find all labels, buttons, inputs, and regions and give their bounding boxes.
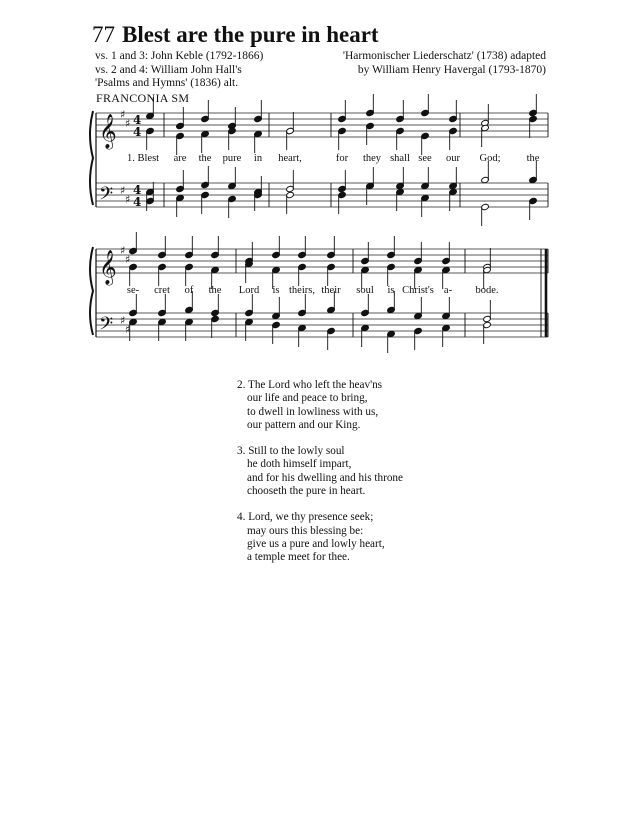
verse-line: and for his dwelling and his throne bbox=[247, 471, 403, 484]
lyric-syllable: 1. Blest bbox=[127, 153, 160, 164]
lyric-syllable: theirs, bbox=[289, 285, 315, 296]
hymn-title: Blest are the pure in heart bbox=[122, 22, 379, 47]
lyric-syllable: heart, bbox=[278, 153, 302, 164]
lyric-syllable: in bbox=[253, 153, 263, 164]
music-credit-line: 'Harmonischer Liederschatz' (1738) adapted bbox=[342, 50, 546, 62]
verse-line: our pattern and our King. bbox=[247, 418, 361, 431]
sharp-sign: ♯ bbox=[120, 314, 126, 327]
sharp-sign: ♯ bbox=[120, 184, 126, 197]
verse-line: chooseth the pure in heart. bbox=[247, 485, 366, 498]
tune-name: FRANCONIA SM bbox=[96, 91, 190, 105]
verses bbox=[237, 379, 403, 578]
brace bbox=[90, 111, 93, 205]
verse-line: our life and peace to bring, bbox=[247, 392, 368, 405]
music-score bbox=[0, 0, 640, 370]
verse-line: may ours this blessing be: bbox=[247, 524, 364, 537]
lyric-syllable: cret bbox=[154, 285, 170, 296]
sharp-sign: ♯ bbox=[125, 193, 131, 206]
treble-clef: 𝄞 bbox=[99, 250, 117, 285]
bass-clef: 𝄢 bbox=[99, 314, 114, 339]
sharp-sign: ♯ bbox=[120, 244, 126, 257]
lyric-syllable: soul bbox=[356, 285, 374, 296]
treble-clef: 𝄞 bbox=[99, 114, 117, 149]
lyric-syllable: the bbox=[526, 153, 540, 164]
verse-line: a temple meet for thee. bbox=[247, 551, 350, 564]
hymn-number: 77 bbox=[92, 22, 115, 47]
brace bbox=[90, 247, 93, 335]
score-notation bbox=[90, 94, 548, 353]
lyric-syllable: se- bbox=[126, 285, 140, 296]
time-signature: 4 bbox=[133, 183, 142, 197]
verse-4 bbox=[237, 511, 403, 564]
lyric-syllable: Lord bbox=[238, 285, 260, 296]
lyric-syllable: the bbox=[198, 153, 212, 164]
verse-line: to dwell in lowliness with us, bbox=[247, 405, 379, 418]
music-credit-line: by William Henry Havergal (1793-1870) bbox=[357, 63, 546, 76]
lyric-syllable: a- bbox=[443, 285, 453, 296]
time-signature: 4 bbox=[133, 195, 142, 209]
lyric-syllable: is bbox=[272, 285, 280, 296]
sharp-sign: ♯ bbox=[125, 117, 131, 130]
words-credit-line: vs. 2 and 4: William John Hall's bbox=[95, 63, 242, 76]
lyric-syllable: the bbox=[208, 285, 222, 296]
lyric-syllable: bode. bbox=[475, 285, 499, 296]
verse-line: 3. Still to the lowly soul bbox=[237, 445, 345, 458]
sharp-sign: ♯ bbox=[120, 108, 126, 121]
words-credit-line: 'Psalms and Hymns' (1836) alt. bbox=[95, 77, 239, 89]
lyric-syllable: Christ's bbox=[402, 285, 434, 296]
verse-2 bbox=[237, 379, 403, 432]
sharp-sign: ♯ bbox=[125, 323, 131, 336]
sharp-sign: ♯ bbox=[125, 253, 131, 266]
lyric-syllable: for bbox=[335, 153, 349, 164]
verse-line: he doth himself impart, bbox=[247, 458, 352, 471]
lyric-syllable: God; bbox=[479, 153, 501, 164]
lyric-syllable: of bbox=[184, 285, 194, 296]
verse-line: 4. Lord, we thy presence seek; bbox=[237, 511, 374, 524]
verse-line: 2. The Lord who left the heav'ns bbox=[237, 379, 383, 391]
bass-clef: 𝄢 bbox=[99, 184, 114, 209]
time-signature: 4 bbox=[133, 125, 142, 139]
lyric-syllable: their bbox=[321, 285, 341, 296]
lyric-syllable: shall bbox=[390, 153, 410, 164]
lyric-syllable: they bbox=[362, 153, 382, 164]
lyrics-system-1 bbox=[127, 153, 540, 164]
lyric-syllable: are bbox=[173, 153, 187, 164]
verse-3 bbox=[237, 445, 403, 498]
lyric-syllable: is bbox=[387, 285, 395, 296]
lyric-syllable: pure bbox=[222, 153, 242, 164]
verse-line: give us a pure and lowly heart, bbox=[247, 537, 385, 550]
words-credit-line: vs. 1 and 3: John Keble (1792-1866) bbox=[95, 50, 264, 62]
time-signature: 4 bbox=[133, 113, 142, 127]
lyric-syllable: our bbox=[446, 153, 460, 164]
lyric-syllable: see bbox=[418, 153, 432, 164]
